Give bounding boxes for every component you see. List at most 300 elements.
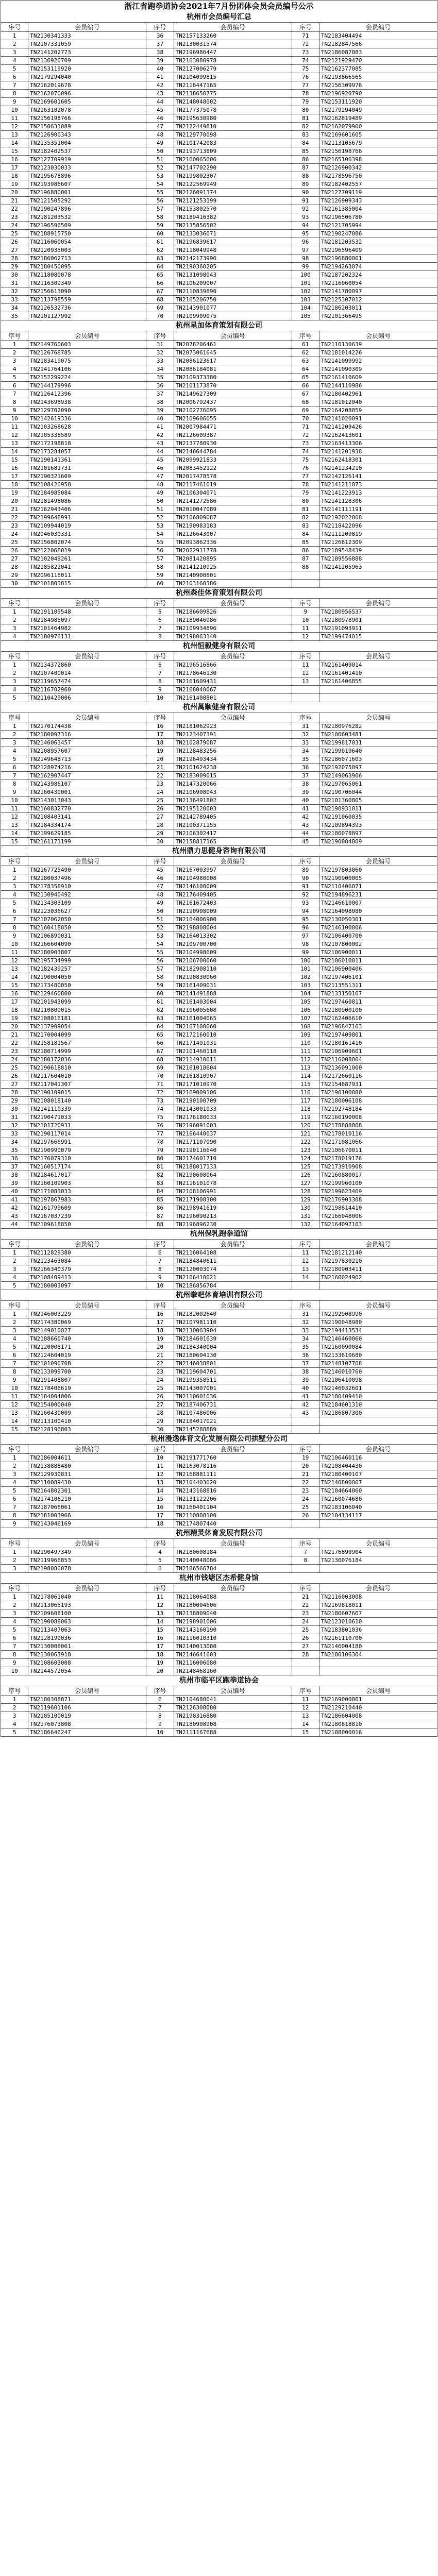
member-id: TN2010047089: [174, 505, 292, 514]
member-id: TN2184985084: [28, 489, 146, 497]
header-no: 序号: [292, 713, 319, 722]
row-number: 34: [292, 1335, 319, 1343]
member-id: TN2166604090: [28, 940, 146, 948]
member-id: TN2194896231: [319, 891, 437, 899]
row-number: 99: [292, 948, 319, 957]
member-id: TN2182402557: [319, 180, 437, 189]
member-id: TN2160109903: [28, 1179, 146, 1188]
row-number: 26: [292, 1634, 319, 1642]
table-row: [1, 1171, 437, 1179]
member-id: TN2169601605: [319, 131, 437, 139]
table-row: [1, 40, 437, 48]
member-id: TN2106410021: [174, 1274, 292, 1282]
member-id: TN2174106210: [28, 1495, 146, 1503]
member-id: TN2195678896: [28, 172, 146, 180]
member-id: TN2162943406: [28, 505, 146, 514]
member-id: TN2168040067: [174, 686, 292, 694]
member-id: TN2108106991: [174, 1188, 292, 1196]
row-number: 8: [146, 633, 174, 641]
header-no: 序号: [1, 1240, 28, 1249]
member-id: TN2185822041: [28, 563, 146, 571]
member-id: TN2190830060: [174, 973, 292, 981]
member-id: TN2166440037: [174, 1130, 292, 1138]
member-id: TN2180402961: [319, 390, 437, 398]
table-row: [1, 805, 437, 813]
row-number: 88: [292, 563, 319, 571]
table-header-row: [1, 331, 437, 341]
member-id: TN2196091003: [174, 1122, 292, 1130]
row-number: 103: [292, 296, 319, 304]
member-id: TN2161799609: [28, 1204, 146, 1212]
member-id: TN2182439257: [28, 965, 146, 973]
member-id: TN2137909054: [28, 1023, 146, 1031]
row-number: 7: [146, 624, 174, 633]
member-id: TN2161672403: [174, 899, 292, 907]
row-number: 9: [1, 1376, 28, 1384]
row-number: 120: [292, 1122, 319, 1130]
row-number: 10: [1, 796, 28, 805]
member-id: TN2142126141: [319, 472, 437, 481]
row-number: 95: [292, 230, 319, 238]
member-id: TN2140900801: [174, 571, 292, 580]
member-id: TN2190116640: [174, 1146, 292, 1155]
row-number: 81: [292, 114, 319, 123]
member-id: TN2176903308: [319, 1196, 437, 1204]
row-number: 11: [1, 423, 28, 431]
member-id: TN2110406071: [319, 883, 437, 891]
member-id: TN2191060035: [319, 813, 437, 821]
member-id: TN2107981110: [174, 1318, 292, 1327]
row-number: [292, 1282, 319, 1290]
member-id: TN2109373380: [174, 374, 292, 382]
member-id: TN2121253199: [174, 197, 292, 205]
row-number: 52: [146, 164, 174, 172]
row-number: 8: [1, 924, 28, 932]
row-number: 72: [292, 431, 319, 439]
table-row: [1, 624, 437, 633]
member-id: TN2142789405: [174, 813, 292, 821]
row-number: 37: [292, 1360, 319, 1368]
member-id: TN2146038801: [174, 1360, 292, 1368]
table-row: [1, 1409, 437, 1417]
table-row: [1, 1376, 437, 1384]
member-id: [319, 1520, 437, 1528]
table-row: [1, 1146, 437, 1155]
member-id: TN2046030331: [28, 530, 146, 538]
row-number: 49: [146, 899, 174, 907]
row-number: 6: [146, 1696, 174, 1704]
row-number: 29: [1, 571, 28, 580]
row-number: 25: [292, 1626, 319, 1634]
row-number: 14: [292, 1720, 319, 1728]
member-id: TN2116006080: [174, 1659, 292, 1667]
member-id: TN2196896230: [174, 1221, 292, 1229]
header-no: 序号: [146, 652, 174, 661]
member-id: TN2136920709: [28, 57, 146, 65]
row-number: 54: [146, 530, 174, 538]
row-number: 67: [146, 1047, 174, 1056]
row-number: 83: [292, 522, 319, 530]
row-number: 15: [1, 981, 28, 990]
member-id: TN2102049261: [28, 555, 146, 563]
row-number: 118: [292, 1105, 319, 1113]
member-id: TN2189416382: [174, 213, 292, 222]
row-number: 9: [1, 1520, 28, 1528]
row-number: 19: [1, 1014, 28, 1023]
table-row: [1, 1089, 437, 1097]
row-number: 32: [292, 731, 319, 739]
table-row: [1, 147, 437, 156]
table-row: [1, 1188, 437, 1196]
member-id: TN2197830210: [319, 1257, 437, 1265]
row-number: 23: [1, 1047, 28, 1056]
row-number: 3: [1, 1565, 28, 1573]
member-id: TN2164208059: [319, 406, 437, 415]
member-table: [1, 1300, 437, 1434]
row-number: 79: [292, 489, 319, 497]
member-id: TN2184601639: [174, 1335, 292, 1343]
table-row: [1, 747, 437, 755]
member-id: TN2161110700: [319, 1634, 437, 1642]
table-row: [1, 1659, 437, 1667]
member-id: TN2116060054: [28, 238, 146, 246]
row-number: 1: [1, 1696, 28, 1704]
member-id: TN2119657474: [28, 677, 146, 686]
member-id: TN2108404430: [319, 1462, 437, 1470]
table-row: [1, 497, 437, 505]
row-number: 51: [146, 916, 174, 924]
header-member-id: 会员编号: [174, 1240, 292, 1249]
row-number: 1: [1, 1593, 28, 1601]
row-number: 10: [1, 1384, 28, 1393]
member-id: TN2180003097: [28, 1282, 146, 1290]
row-number: 39: [146, 57, 174, 65]
row-number: 41: [292, 805, 319, 813]
header-member-id: 会员编号: [319, 1301, 437, 1310]
row-number: 22: [146, 772, 174, 780]
row-number: 17: [1, 998, 28, 1006]
row-number: 9: [292, 608, 319, 616]
table-row: [1, 390, 437, 398]
header-member-id: 会员编号: [319, 1686, 437, 1696]
member-id: TN2190100709: [174, 1097, 292, 1105]
member-id: TN2161408801: [174, 694, 292, 702]
member-id: TN2104980008: [174, 874, 292, 883]
row-number: 8: [1, 780, 28, 788]
row-number: 19: [146, 747, 174, 755]
member-id: TN2129930831: [28, 1470, 146, 1479]
row-number: 100: [292, 957, 319, 965]
member-id: TN2119966853: [28, 1556, 146, 1565]
row-number: 4: [1, 1720, 28, 1728]
member-id: TN2198814410: [319, 1204, 437, 1212]
row-number: 7: [1, 81, 28, 90]
document-title: 浙江省跑拳道协会2021年7月份团体会员会员编号公示: [1, 0, 437, 12]
row-number: 122: [292, 1138, 319, 1146]
member-id: TN2156613090: [28, 287, 146, 296]
member-id: TN2148468160: [174, 1667, 292, 1675]
table-row: [1, 131, 437, 139]
row-number: 12: [292, 1257, 319, 1265]
row-number: 6: [1, 1351, 28, 1360]
row-number: 33: [292, 1327, 319, 1335]
table-row: [1, 813, 437, 821]
table-row: [1, 530, 437, 538]
member-id: TN2190497349: [28, 1548, 146, 1556]
member-id: TN2108018140: [28, 1097, 146, 1105]
row-number: 9: [146, 1274, 174, 1282]
table-row: [1, 1163, 437, 1171]
row-number: 93: [292, 213, 319, 222]
member-id: TN2135856502: [174, 222, 292, 230]
member-id: TN2108409413: [28, 1274, 146, 1282]
row-number: 6: [1, 1495, 28, 1503]
member-table: [1, 1686, 437, 1737]
row-number: 20: [1, 1023, 28, 1031]
row-number: 23: [292, 1609, 319, 1618]
section-title: 杭州恒毅健身有限公司: [1, 641, 437, 651]
member-id: TN2196920790: [319, 90, 437, 98]
member-id: TN2130008061: [28, 1642, 146, 1651]
row-number: 80: [146, 1155, 174, 1163]
table-row: [1, 106, 437, 114]
row-number: 98: [292, 940, 319, 948]
member-id: TN2154000040: [28, 1401, 146, 1409]
row-number: 88: [146, 1221, 174, 1229]
row-number: 9: [146, 686, 174, 694]
member-id: TN2142173996: [174, 255, 292, 263]
row-number: 16: [1, 464, 28, 472]
table-row: [1, 722, 437, 731]
member-id: TN2164802301: [28, 1487, 146, 1495]
table-row: [1, 472, 437, 481]
row-number: 47: [146, 883, 174, 891]
row-number: 10: [146, 694, 174, 702]
table-row: [1, 932, 437, 940]
header-no: 序号: [292, 1584, 319, 1593]
member-id: TN2141111191: [319, 505, 437, 514]
row-number: 32: [1, 287, 28, 296]
row-number: 44: [146, 98, 174, 106]
member-id: TN2158181567: [28, 1039, 146, 1047]
row-number: 22: [146, 1360, 174, 1368]
row-number: 23: [146, 780, 174, 788]
section-title: 杭州萬顺健身有限公司: [1, 702, 437, 713]
row-number: 80: [292, 106, 319, 114]
member-id: TN2156198766: [28, 114, 146, 123]
member-id: TN2147320066: [174, 780, 292, 788]
row-number: 3: [1, 883, 28, 891]
row-number: 13: [1, 131, 28, 139]
member-id: TN2101366495: [319, 312, 437, 320]
member-id: TN2183404494: [319, 32, 437, 40]
row-number: 35: [292, 1343, 319, 1351]
row-number: [292, 1565, 319, 1573]
row-number: 21: [292, 1593, 319, 1601]
row-number: [292, 571, 319, 580]
member-id: TN2164006900: [174, 916, 292, 924]
row-number: 86: [292, 547, 319, 555]
member-id: TN2126609387: [174, 431, 292, 439]
member-id: TN2180903411: [319, 1265, 437, 1274]
row-number: 110: [292, 1039, 319, 1047]
row-number: 5: [1, 694, 28, 702]
row-number: 19: [146, 1659, 174, 1667]
member-id: TN2130341333: [28, 32, 146, 40]
row-number: 59: [146, 981, 174, 990]
member-id: TN2161403004: [174, 998, 292, 1006]
member-id: TN2186566784: [174, 1565, 292, 1573]
member-id: TN2196090213: [174, 1212, 292, 1221]
table-row: [1, 172, 437, 180]
row-number: 27: [292, 1642, 319, 1651]
table-row: [1, 514, 437, 522]
member-id: TN2184601310: [319, 1401, 437, 1409]
header-no: 序号: [1, 713, 28, 722]
member-id: TN2192075097: [319, 764, 437, 772]
header-no: 序号: [146, 331, 174, 341]
member-id: TN2153111920: [319, 98, 437, 106]
member-id: TN2186087083: [319, 48, 437, 57]
member-id: TN2180106304: [319, 1651, 437, 1659]
member-id: TN2101360805: [319, 796, 437, 805]
header-member-id: 会员编号: [28, 23, 146, 32]
row-number: 88: [292, 172, 319, 180]
table-row: [1, 772, 437, 780]
row-number: 36: [146, 32, 174, 40]
member-id: TN2162070096: [28, 90, 146, 98]
row-number: 89: [292, 866, 319, 874]
table-row: [1, 1503, 437, 1512]
table-row: [1, 1097, 437, 1105]
row-number: 107: [292, 1014, 319, 1023]
row-number: 6: [1, 907, 28, 916]
table-row: [1, 1667, 437, 1675]
row-number: 75: [292, 456, 319, 464]
member-id: TN2128190036: [28, 1634, 146, 1642]
member-id: TN2199648991: [28, 514, 146, 522]
row-number: 60: [146, 580, 174, 588]
member-table: [1, 1538, 437, 1573]
row-number: 13: [1, 821, 28, 829]
member-id: TN2193986607: [28, 180, 146, 189]
row-number: 18: [1, 481, 28, 489]
member-id: TN2114910611: [174, 1056, 292, 1064]
member-id: TN2109700700: [174, 940, 292, 948]
table-row: [1, 304, 437, 312]
member-id: TN2171491031: [174, 1039, 292, 1047]
member-id: TN2143160190: [174, 1626, 292, 1634]
member-id: TN2119604701: [174, 1368, 292, 1376]
member-id: TN2138809040: [174, 1609, 292, 1618]
member-id: TN2103268628: [28, 423, 146, 431]
member-id: TN2143001033: [174, 1105, 292, 1113]
member-id: TN2147702290: [174, 164, 292, 172]
member-id: TN2198086078: [28, 1565, 146, 1573]
member-id: TN2162377085: [319, 65, 437, 73]
table-row: [1, 866, 437, 874]
member-id: TN2146460060: [319, 1335, 437, 1343]
row-number: 67: [146, 287, 174, 296]
row-number: 6: [1, 382, 28, 390]
row-number: 76: [292, 464, 319, 472]
member-id: TN2118422096: [319, 522, 437, 530]
member-id: TN2169009106: [174, 1089, 292, 1097]
row-number: 63: [146, 1014, 174, 1023]
section-title: 杭州保乳跑拳道馆: [1, 1229, 437, 1239]
row-number: 45: [146, 866, 174, 874]
member-id: TN2154887931: [319, 1080, 437, 1089]
row-number: 29: [146, 829, 174, 838]
member-id: TN2190931011: [319, 805, 437, 813]
row-number: 2: [1, 1556, 28, 1565]
member-id: TN2191109548: [28, 608, 146, 616]
row-number: 8: [1, 398, 28, 406]
row-number: 28: [1, 563, 28, 571]
member-id: TN2146004180: [319, 1642, 437, 1651]
row-number: 7: [292, 1548, 319, 1556]
member-id: TN2197666991: [28, 1138, 146, 1146]
table-row: [1, 189, 437, 197]
member-id: TN2136091000: [319, 1064, 437, 1072]
row-number: 7: [1, 772, 28, 780]
member-id: [319, 694, 437, 702]
header-no: 序号: [292, 1240, 319, 1249]
row-number: 70: [146, 1072, 174, 1080]
header-no: 序号: [1, 331, 28, 341]
row-number: [292, 1667, 319, 1675]
header-no: 序号: [1, 599, 28, 608]
table-row: [1, 263, 437, 271]
table-row: [1, 1642, 437, 1651]
sections-container: [0, 12, 438, 1737]
member-id: TN2162819489: [319, 114, 437, 123]
member-id: TN2161409031: [174, 981, 292, 990]
table-row: [1, 633, 437, 641]
member-id: TN2113551311: [319, 981, 437, 990]
member-id: TN2106304071: [174, 489, 292, 497]
section-title: 杭州鼎力思健身咨询有限公司: [1, 846, 437, 856]
row-number: 54: [146, 180, 174, 189]
member-id: TN2190100080: [319, 1089, 437, 1097]
member-id: TN2129702090: [28, 406, 146, 415]
member-id: TN2122449810: [174, 123, 292, 131]
row-number: 30: [1, 271, 28, 279]
member-id: TN2106302417: [174, 829, 292, 838]
member-id: TN2140048086: [174, 1556, 292, 1565]
row-number: 13: [146, 1609, 174, 1618]
table-row: [1, 1155, 437, 1163]
member-id: TN2179294040: [28, 73, 146, 81]
row-number: 18: [146, 1651, 174, 1659]
row-number: 62: [292, 349, 319, 357]
member-id: TN2165106398: [319, 156, 437, 164]
member-id: TN2109894393: [319, 821, 437, 829]
member-id: [319, 1282, 437, 1290]
table-row: [1, 279, 437, 287]
row-number: 15: [1, 456, 28, 464]
member-id: TN2108957607: [28, 747, 146, 755]
member-id: TN2106809087: [174, 514, 292, 522]
row-number: 53: [146, 522, 174, 530]
member-id: TN2196596409: [319, 246, 437, 255]
member-id: TN2111209819: [319, 530, 437, 538]
member-id: TN2190618810: [28, 1064, 146, 1072]
row-number: 2: [1, 874, 28, 883]
member-id: TN2180078897: [319, 829, 437, 838]
header-no: 序号: [1, 857, 28, 866]
row-number: 85: [146, 1196, 174, 1204]
